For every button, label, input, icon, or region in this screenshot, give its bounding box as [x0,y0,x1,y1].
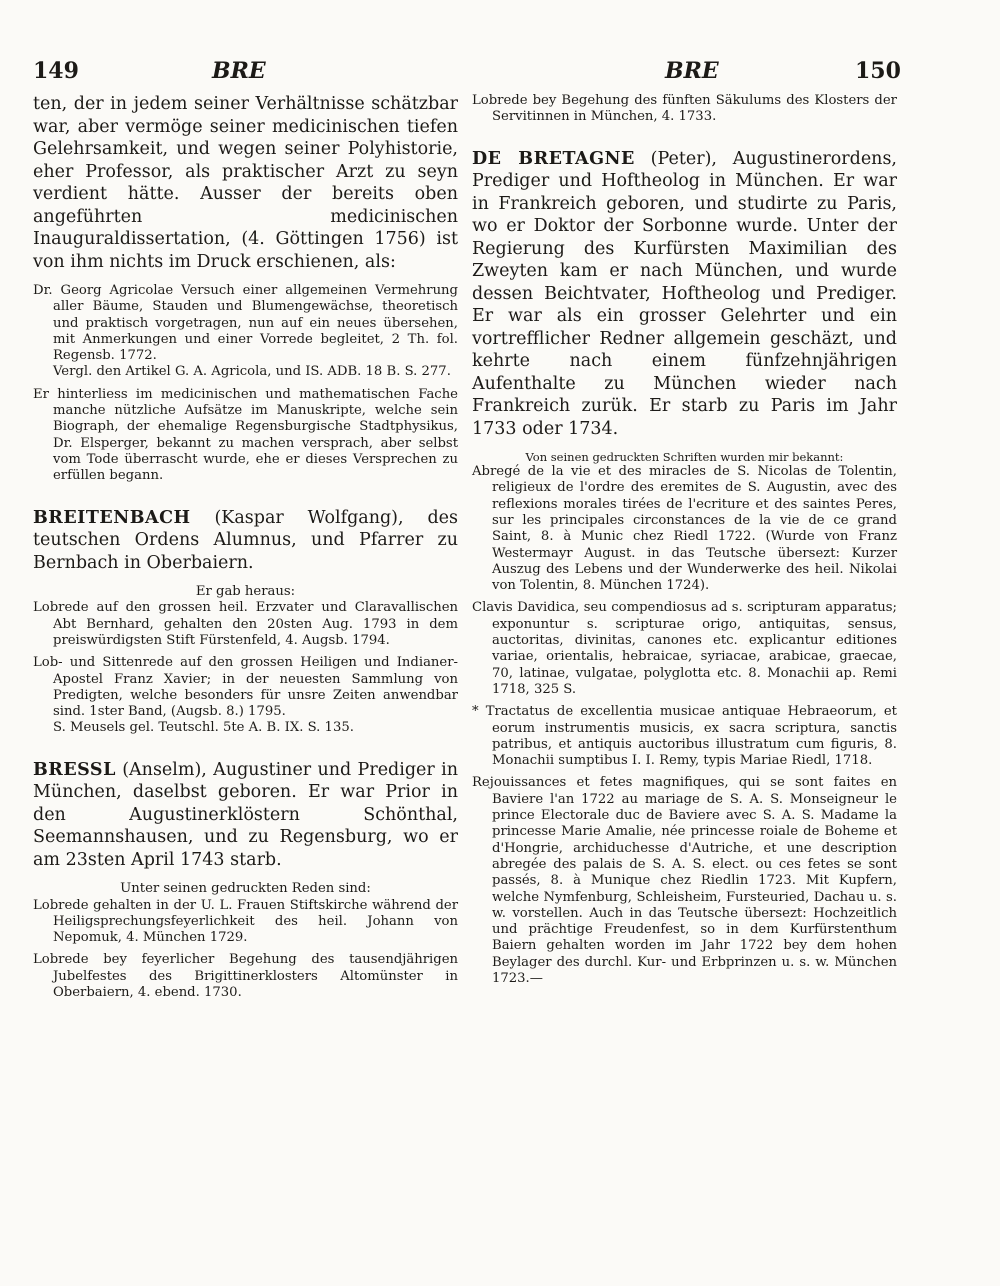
left-page-number: 149 [33,58,79,84]
paragraph-manuscripts: Er hinterliess im medicinischen und mathematischen Fache manche nützliche Aufsätze im Manuskripte, welche sein Biograph, der ehemalige Regensburgische Stadtphysikus, Dr. Elsperger, bekannt zu machen versprach, aber selbst vom Tode überrascht wurde, ehe er dieses Versprechen zu erfüllen begann. [33,386,458,484]
right-column [472,93,897,987]
breitenbach-work-1: Lobrede auf den grossen heil. Erzvater und Claravallischen Abt Bernhard, gehalten den 20sten Aug. 1793 in dem preiswürdigsten Stift Fürstenfeld, 4. Augsb. 1794. [33,600,458,648]
de-bretagne-work-1: Abregé de la vie et des miracles de S. Nicolas de Tolentin, religieux de l'ordre des eremites de S. Augustin, avec des reflexions morales tirées de l'ecriture et des saintes Peres, sur les principales circonstances de la vie de ce grand Saint, 8. à Munic chez Riedl 1722. (Wurde von Franz Westermayr August. in das Teutsche übersezt: Kurzer Auszug des Lebens und der Wunderwerke des heil. Nikolai von Tolentin, 8. München 1724). [472,464,897,594]
breitenbach-reference: S. Meusels gel. Teutschl. 5te A. B. IX. S. 135. [53,720,354,736]
entry-bressl-name: BRESSL [33,759,116,780]
de-bretagne-work-3: * Tractatus de excellentia musicae antiquae Hebraeorum, et eorum instrumentis musicis, ex sacra scriptura, sanctis patribus, et antiquis auctoribus illustratum cum figuris, 8. Monachii sumptibus I. I. Remy, typis Mariae Riedl, 1718. [472,704,897,769]
entry-breitenbach-text: (Kaspar Wolfgang), des teutschen Ordens Alumnus, und Pfarrer zu Bernbach in Oberbaiern. [33,507,458,573]
bressl-subheading: Unter seinen gedruckten Reden sind: [120,881,371,897]
entry-bressl [33,759,458,872]
bressl-work-1: Lobrede gehalten in der U. L. Frauen Stiftskirche während der Heiligsprechungsfeyerlichkeit des heil. Johann von Nepomuk, 4. München 1729. [33,897,458,946]
work-agricola: Dr. Georg Agricolae Versuch einer allgemeinen Vermehrung aller Bäume, Stauden und Blumengewächse, theoretisch und praktisch vorgetragen, nun auf ein neues übersehen, mit Anmerkungen und einer Vorrede begleitet, 2 Th. fol. Regensb. 1772. [33,283,458,364]
left-running-head: BRE [212,58,266,84]
bressl-work-2: Lobrede bey feyerlicher Begehung des tausendjährigen Jubelfestes des Brigittinerklosters Altomünster in Oberbaiern, 4. ebend. 1730. [33,952,458,1001]
left-column [33,93,458,1001]
entry-de-bretagne [472,148,897,441]
entry-breitenbach [33,507,458,575]
entry-de-bretagne-name: DE BRETAGNE [472,148,635,169]
reference-agricola: Vergl. den Artikel G. A. Agricola, und IS. ADB. 18 B. S. 277. [53,364,451,380]
de-bretagne-subheading: Von seinen gedruckten Schriften wurden mir bekannt: [525,450,844,465]
de-bretagne-work-2: Clavis Davidica, seu compendiosus ad s. scripturam apparatus; exponuntur s. scripturae origo, antiquitas, sensus, auctoritas, divinitas, canones etc. explicantur editiones variae, orientalis, hebraicae, syriacae, arabicae, graecae, 70, latinae, vulgatae, polyglotta etc. 8. Monachii ap. Remi 1718, 325 S. [472,600,897,697]
de-bretagne-work-4: Rejouissances et fetes magnifiques, qui se sont faites en Baviere l'an 1722 au mariage de S. A. S. Monseigneur le prince Electorale duc de Baviere avec S. A. S. Madame la princesse Marie Amalie, née princesse roiale de Boheme et d'Hongrie, archiduchesse d'Autriche, et une description abregée des palais de S. A. S. elect. ou ces fetes se sont passés, 8. à Munique chez Riedlin 1723. Mit Kupfern, welche Nymfenburg, Schleisheim, Fursteuried, Dachau u. s. w. vorstellen. Auch in das Teutsche übersezt: Hochzeitlich und prächtige Freudenfest, so in dem Kurfürstenthum Baiern gehalten worden im Jahr 1722 bey dem hohen Beylager des durchl. Kur- und Erbprinzen u. s. w. München 1723.— [472,775,897,986]
intro-paragraph: ten, der in jedem seiner Verhältnisse schätzbar war, aber vermöge seiner medicinischen tiefen Gelehrsamkeit, und wegen seiner Polyhistorie, eher Professor, als praktischer Arzt zu seyn verdient hätte. Ausser der bereits oben angeführten medicinischen Inauguraldissertation, (4. Göttingen 1756) ist von ihm nichts im Druck erschienen, als: [33,94,458,272]
entry-de-bretagne-text: (Peter), Augustinerordens, Prediger und Hoftheolog in München. Er war in Frankreich geboren, und studirte zu Paris, wo er Doktor der Sorbonne wurde. Unter der Regierung des Kurfürsten Maximilian des Zweyten kam er nach München, und wurde dessen Beichtvater, Hoftheolog und Prediger. Er war als ein grosser Gelehrter und ein vortrefflicher Redner allgemein geschäzt, und kehrte nach einem fünfzehnjährigen Aufenthalte zu München wieder nach Frankreich zurük. Er starb zu Paris im Jahr 1733 oder 1734. [472,148,897,439]
right-running-head: BRE [665,58,719,84]
right-page-number: 150 [855,58,901,84]
entry-breitenbach-name: BREITENBACH [33,507,191,528]
breitenbach-work-2: Lob- und Sittenrede auf den grossen Heiligen und Indianer-Apostel Franz Xavier; in der neuesten Sammlung von Predigten, welche besonders für unsre Zeiten anwendbar sind. 1ster Band, (Augsb. 8.) 1795. [33,655,458,720]
bressl-work-3: Lobrede bey Begehung des fünften Säkulums des Klosters der Servitinnen in München, 4. 1733. [472,93,897,125]
entry-bressl-text: (Anselm), Augustiner und Prediger in München, daselbst geboren. Er war Prior in den Augustinerklöstern Schönthal, Seemannshausen, und zu Regensburg, wo er am 23sten April 1743 starb. [33,759,458,870]
breitenbach-subheading: Er gab heraus: [195,584,296,600]
